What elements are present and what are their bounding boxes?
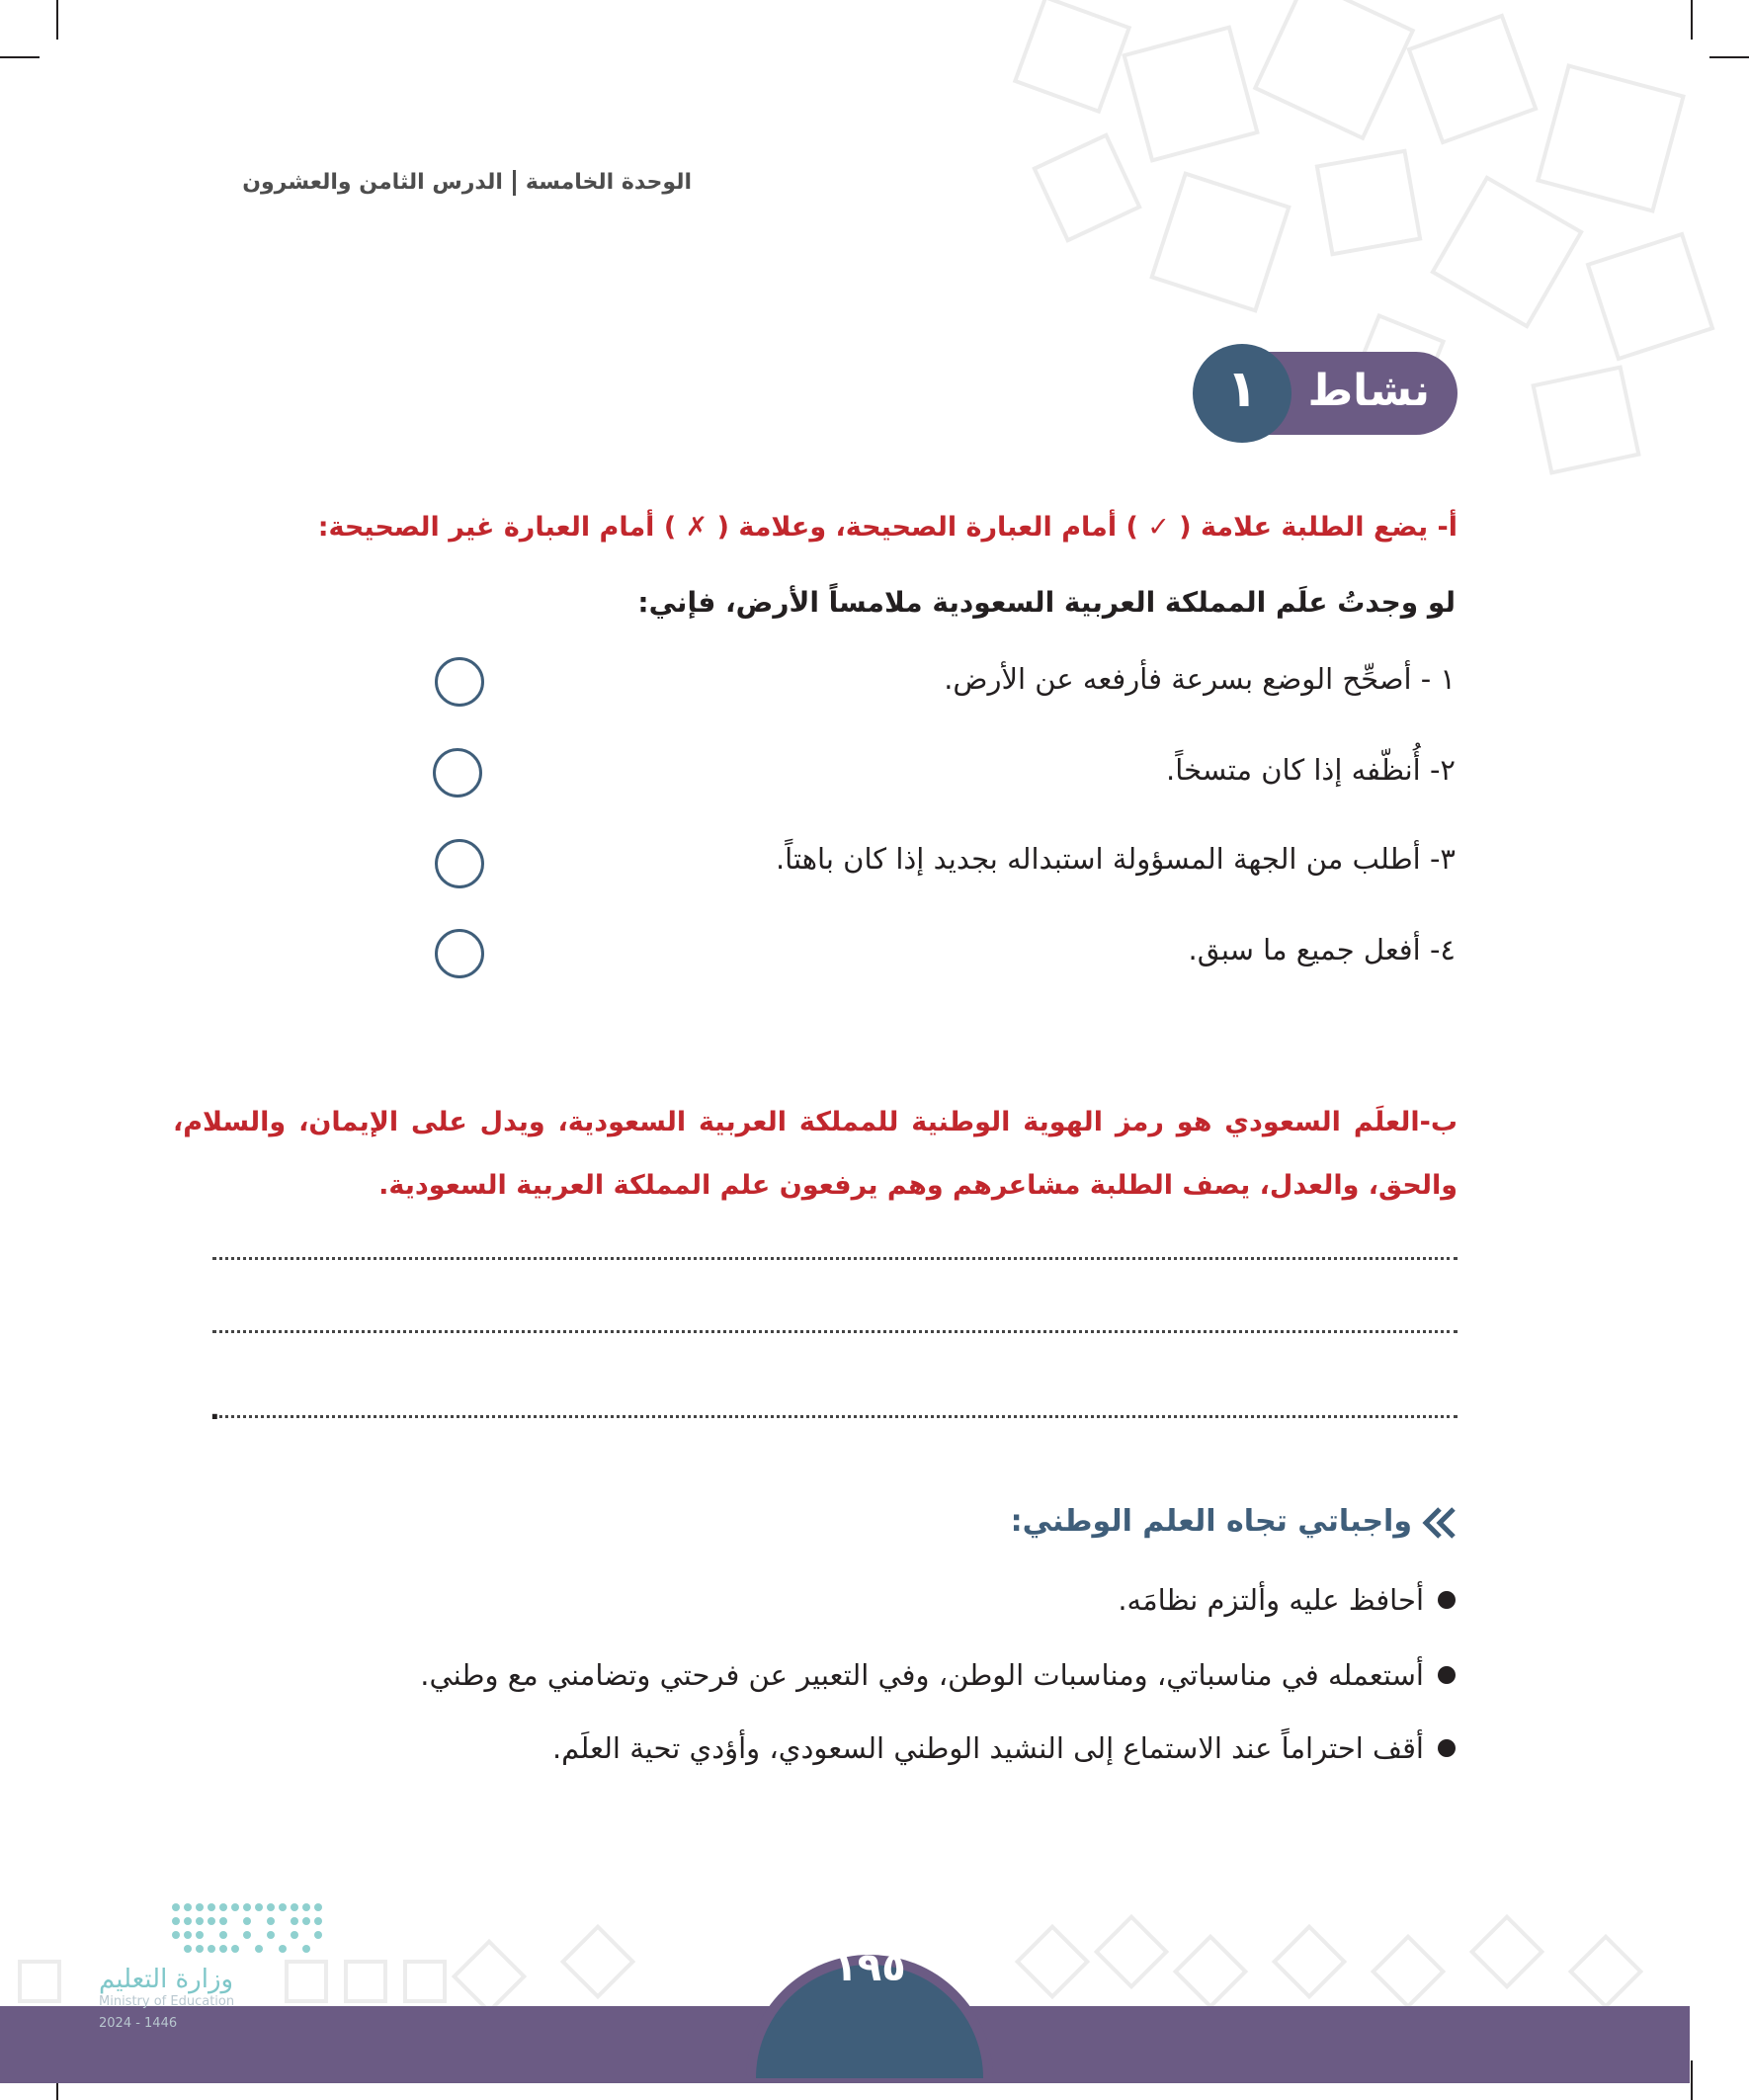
answer-line-1[interactable] xyxy=(212,1257,1458,1260)
ministry-name-english: Ministry of Education xyxy=(99,1994,235,2009)
answer-circle-2[interactable] xyxy=(433,748,482,798)
answer-line-2[interactable] xyxy=(212,1330,1458,1333)
breadcrumb xyxy=(242,170,692,196)
crop-mark xyxy=(0,56,40,58)
answer-end-mark: . xyxy=(209,1393,220,1426)
activity-label: نشاط xyxy=(1307,366,1430,416)
duty-text-3: أقف احتراماً عند الاستماع إلى النشيد الوطني السعودي، وأؤدي تحية العلَم. xyxy=(551,1731,1424,1765)
breadcrumb-separator xyxy=(513,170,516,196)
crop-mark xyxy=(56,0,58,40)
answer-line-3[interactable] xyxy=(212,1415,1458,1418)
crop-mark xyxy=(1691,0,1693,40)
option-2: ٢- أُنظّفه إذا كان متسخاً. xyxy=(1166,753,1456,787)
duty-text-1: أحافظ عليه وألتزم نظامَه. xyxy=(1118,1583,1424,1617)
duty-text-2: أستعمله في مناسباتي، ومناسبات الوطن، وفي التعبير عن فرحتي وتضامني مع وطني. xyxy=(420,1658,1424,1692)
bullet-icon xyxy=(1438,1666,1456,1684)
instruction-a: أ- يضع الطلبة علامة ( ✓ ) أمام العبارة الصحيحة، وعلامة ( ✗ ) أمام العبارة غير الصحيحة: xyxy=(317,512,1458,543)
bullet-icon xyxy=(1438,1591,1456,1609)
answer-circle-4[interactable] xyxy=(435,929,484,978)
bullet-icon xyxy=(1438,1739,1456,1757)
double-chevron-left-icon xyxy=(1418,1505,1458,1541)
option-1: ١ - أصحِّح الوضع بسرعة فأرفعه عن الأرض. xyxy=(944,662,1456,696)
activity-badge xyxy=(1193,344,1458,443)
duty-item-2 xyxy=(420,1658,1456,1692)
answer-circle-3[interactable] xyxy=(435,839,484,888)
duty-item-1 xyxy=(1118,1583,1456,1617)
option-4: ٤- أفعل جميع ما سبق. xyxy=(1188,933,1456,966)
answer-circle-1[interactable] xyxy=(435,657,484,707)
activity-number: ١ xyxy=(1226,360,1258,419)
unit-label: الوحدة الخامسة xyxy=(525,170,692,195)
section-b-paragraph: ب-العلَم السعودي هو رمز الهوية الوطنية للمملكة العربية السعودية، ويدل على الإيمان، والسلام، والحق، والعدل، يصف الطلبة مشاعرهم وهم يرفعون علم المملكة العربية السعودية. xyxy=(173,1107,1458,1201)
lesson-label: الدرس الثامن والعشرون xyxy=(242,170,503,195)
option-3: ٣- أطلب من الجهة المسؤولة استبداله بجديد إذا كان باهتاً. xyxy=(775,842,1456,876)
crop-mark xyxy=(1691,2060,1693,2100)
duties-title-text: واجباتي تجاه العلم الوطني: xyxy=(1010,1504,1412,1539)
question-stem: لو وجدتُ علَم المملكة العربية السعودية ملامساً الأرض، فإني: xyxy=(637,586,1456,619)
duties-title xyxy=(1011,1504,1458,1541)
duty-item-3 xyxy=(552,1731,1456,1765)
crop-mark xyxy=(1709,56,1749,58)
edition-year: 2024 - 1446 xyxy=(99,2016,178,2031)
ministry-name: وزارة التعليم xyxy=(99,1965,234,1994)
page-number: ١٩٥ xyxy=(833,1945,906,1990)
